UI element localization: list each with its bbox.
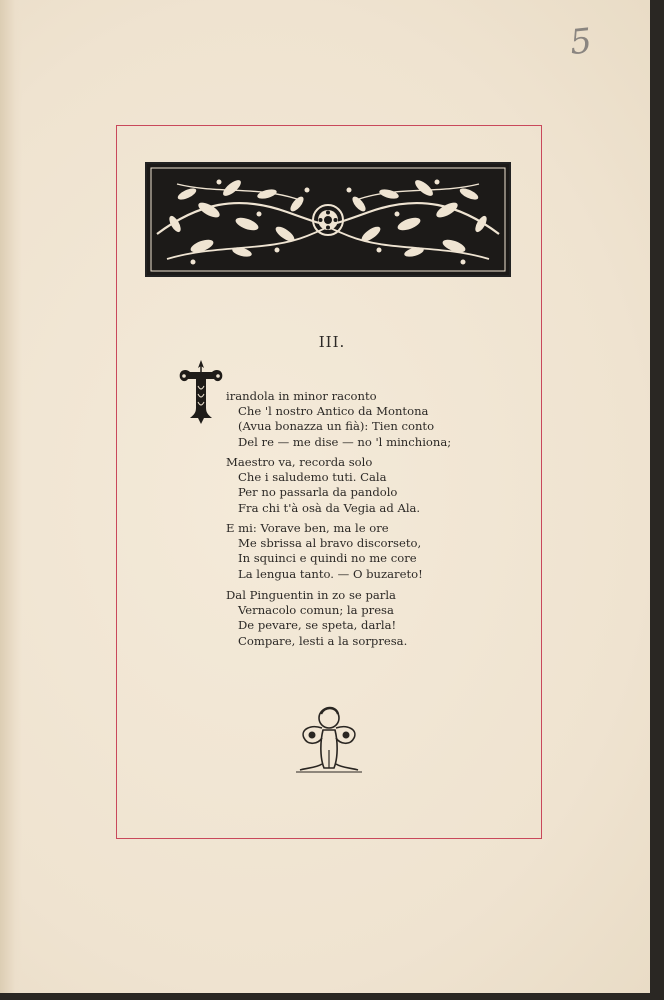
verse-line: Che 'l nostro Antico da Montona [238,404,429,419]
verse-line: Fra chi t'à osà da Vegia ad Ala. [238,500,421,515]
verse-line: (Avua bonazza un fià): Tien conto [238,419,435,434]
ornamental-letter-t-icon [176,358,226,424]
verse-line: Compare, lesti a la sorpresa. [238,633,408,648]
verse-line: De pevare, se speta, darla! [238,618,397,633]
section-numeral: III. [318,333,346,351]
stanza-4 [226,588,407,649]
verse-line: E mi: Vorave ben, ma le ore [226,521,389,535]
floral-headpiece-icon [145,162,511,277]
verse-line: In squinci e quindi no me core [238,551,417,566]
verse-line: Dal Pinguentin in zo se parla [226,588,396,602]
verse-line: Vernacolo comun; la presa [238,603,394,618]
stanza-2 [226,455,420,516]
stanza-3 [226,521,423,582]
stanza-1 [226,389,451,450]
winged-cherub-icon [292,702,366,774]
verse-line: Del re — me dise — no 'l minchiona; [238,434,452,449]
verse-line: irandola in minor raconto [226,389,377,403]
verse-line: La lengua tanto. — O buzareto! [238,566,423,581]
page-gutter [0,0,22,993]
page-number: 5 [567,20,594,64]
verse-line: Che i saludemo tuti. Cala [238,470,387,485]
verse-line: Maestro va, recorda solo [226,455,373,469]
verse-line: Me sbrissa al bravo discorseto, [238,536,422,551]
verse-line: Per no passarla da pandolo [238,485,398,500]
